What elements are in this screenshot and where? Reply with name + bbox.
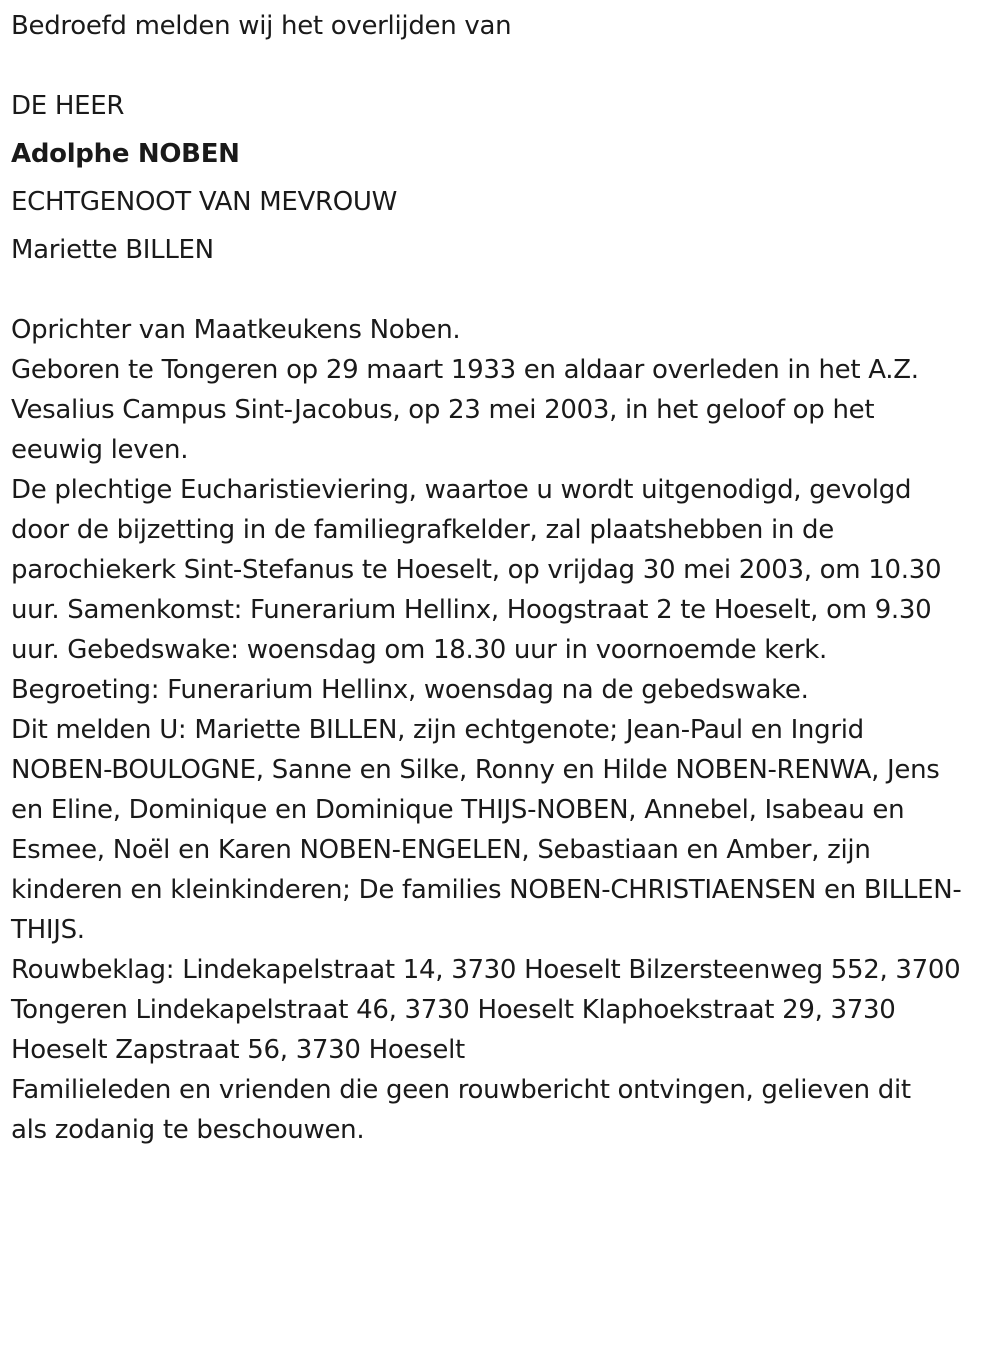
- family-paragraph: [11, 710, 991, 950]
- ceremony-line: door de bijzetting in de familiegrafkelder, zal plaatshebben in de: [11, 515, 834, 545]
- family-line: en Eline, Dominique en Dominique THIJS-NOBEN, Annebel, Isabeau en: [11, 795, 905, 825]
- family-line: Dit melden U: Mariette BILLEN, zijn echtgenote; Jean-Paul en Ingrid: [11, 715, 864, 745]
- closing-line: Familieleden en vrienden die geen rouwbericht ontvingen, gelieven dit: [11, 1075, 911, 1105]
- ceremony-line: uur. Samenkomst: Funerarium Hellinx, Hoogstraat 2 te Hoeselt, om 9.30: [11, 595, 932, 625]
- intro-line: Bedroefd melden wij het overlijden van: [11, 11, 512, 41]
- condolence-line: Tongeren Lindekapelstraat 46, 3730 Hoeselt Klaphoekstraat 29, 3730: [11, 995, 896, 1025]
- ceremony-paragraph: [11, 470, 991, 710]
- birth-death-line: Geboren te Tongeren op 29 maart 1933 en aldaar overleden in het A.Z.: [11, 355, 919, 385]
- family-line: THIJS.: [11, 915, 85, 945]
- family-line: Esmee, Noël en Karen NOBEN-ENGELEN, Sebastiaan en Amber, zijn: [11, 835, 871, 865]
- birth-death-line: eeuwig leven.: [11, 435, 189, 465]
- family-line: NOBEN-BOULOGNE, Sanne en Silke, Ronny en Hilde NOBEN-RENWA, Jens: [11, 755, 940, 785]
- closing-line: als zodanig te beschouwen.: [11, 1115, 365, 1145]
- birth-death-line: Vesalius Campus Sint-Jacobus, op 23 mei 2003, in het geloof op het: [11, 395, 875, 425]
- ceremony-line: uur. Gebedswake: woensdag om 18.30 uur in voornoemde kerk.: [11, 635, 827, 665]
- ceremony-line: De plechtige Eucharistieviering, waartoe u wordt uitgenodigd, gevolgd: [11, 475, 912, 505]
- spouse-label: ECHTGENOOT VAN MEVROUW: [11, 187, 398, 217]
- closing-paragraph: [11, 1070, 991, 1150]
- ceremony-line: Begroeting: Funerarium Hellinx, woensdag na de gebedswake.: [11, 675, 809, 705]
- title-prefix: DE HEER: [11, 91, 125, 121]
- family-line: kinderen en kleinkinderen; De families NOBEN-CHRISTIAENSEN en BILLEN-: [11, 875, 962, 905]
- condolence-paragraph: [11, 950, 991, 1070]
- condolence-line: Rouwbeklag: Lindekapelstraat 14, 3730 Hoeselt Bilzersteenweg 552, 3700: [11, 955, 961, 985]
- ceremony-line: parochiekerk Sint-Stefanus te Hoeselt, op vrijdag 30 mei 2003, om 10.30: [11, 555, 942, 585]
- deceased-name: Adolphe NOBEN: [11, 139, 240, 169]
- founder-line: Oprichter van Maatkeukens Noben.: [11, 315, 461, 345]
- obituary-document: [11, 6, 991, 1150]
- condolence-line: Hoeselt Zapstraat 56, 3730 Hoeselt: [11, 1035, 465, 1065]
- spouse-name: Mariette BILLEN: [11, 235, 214, 265]
- birth-death-paragraph: [11, 350, 991, 470]
